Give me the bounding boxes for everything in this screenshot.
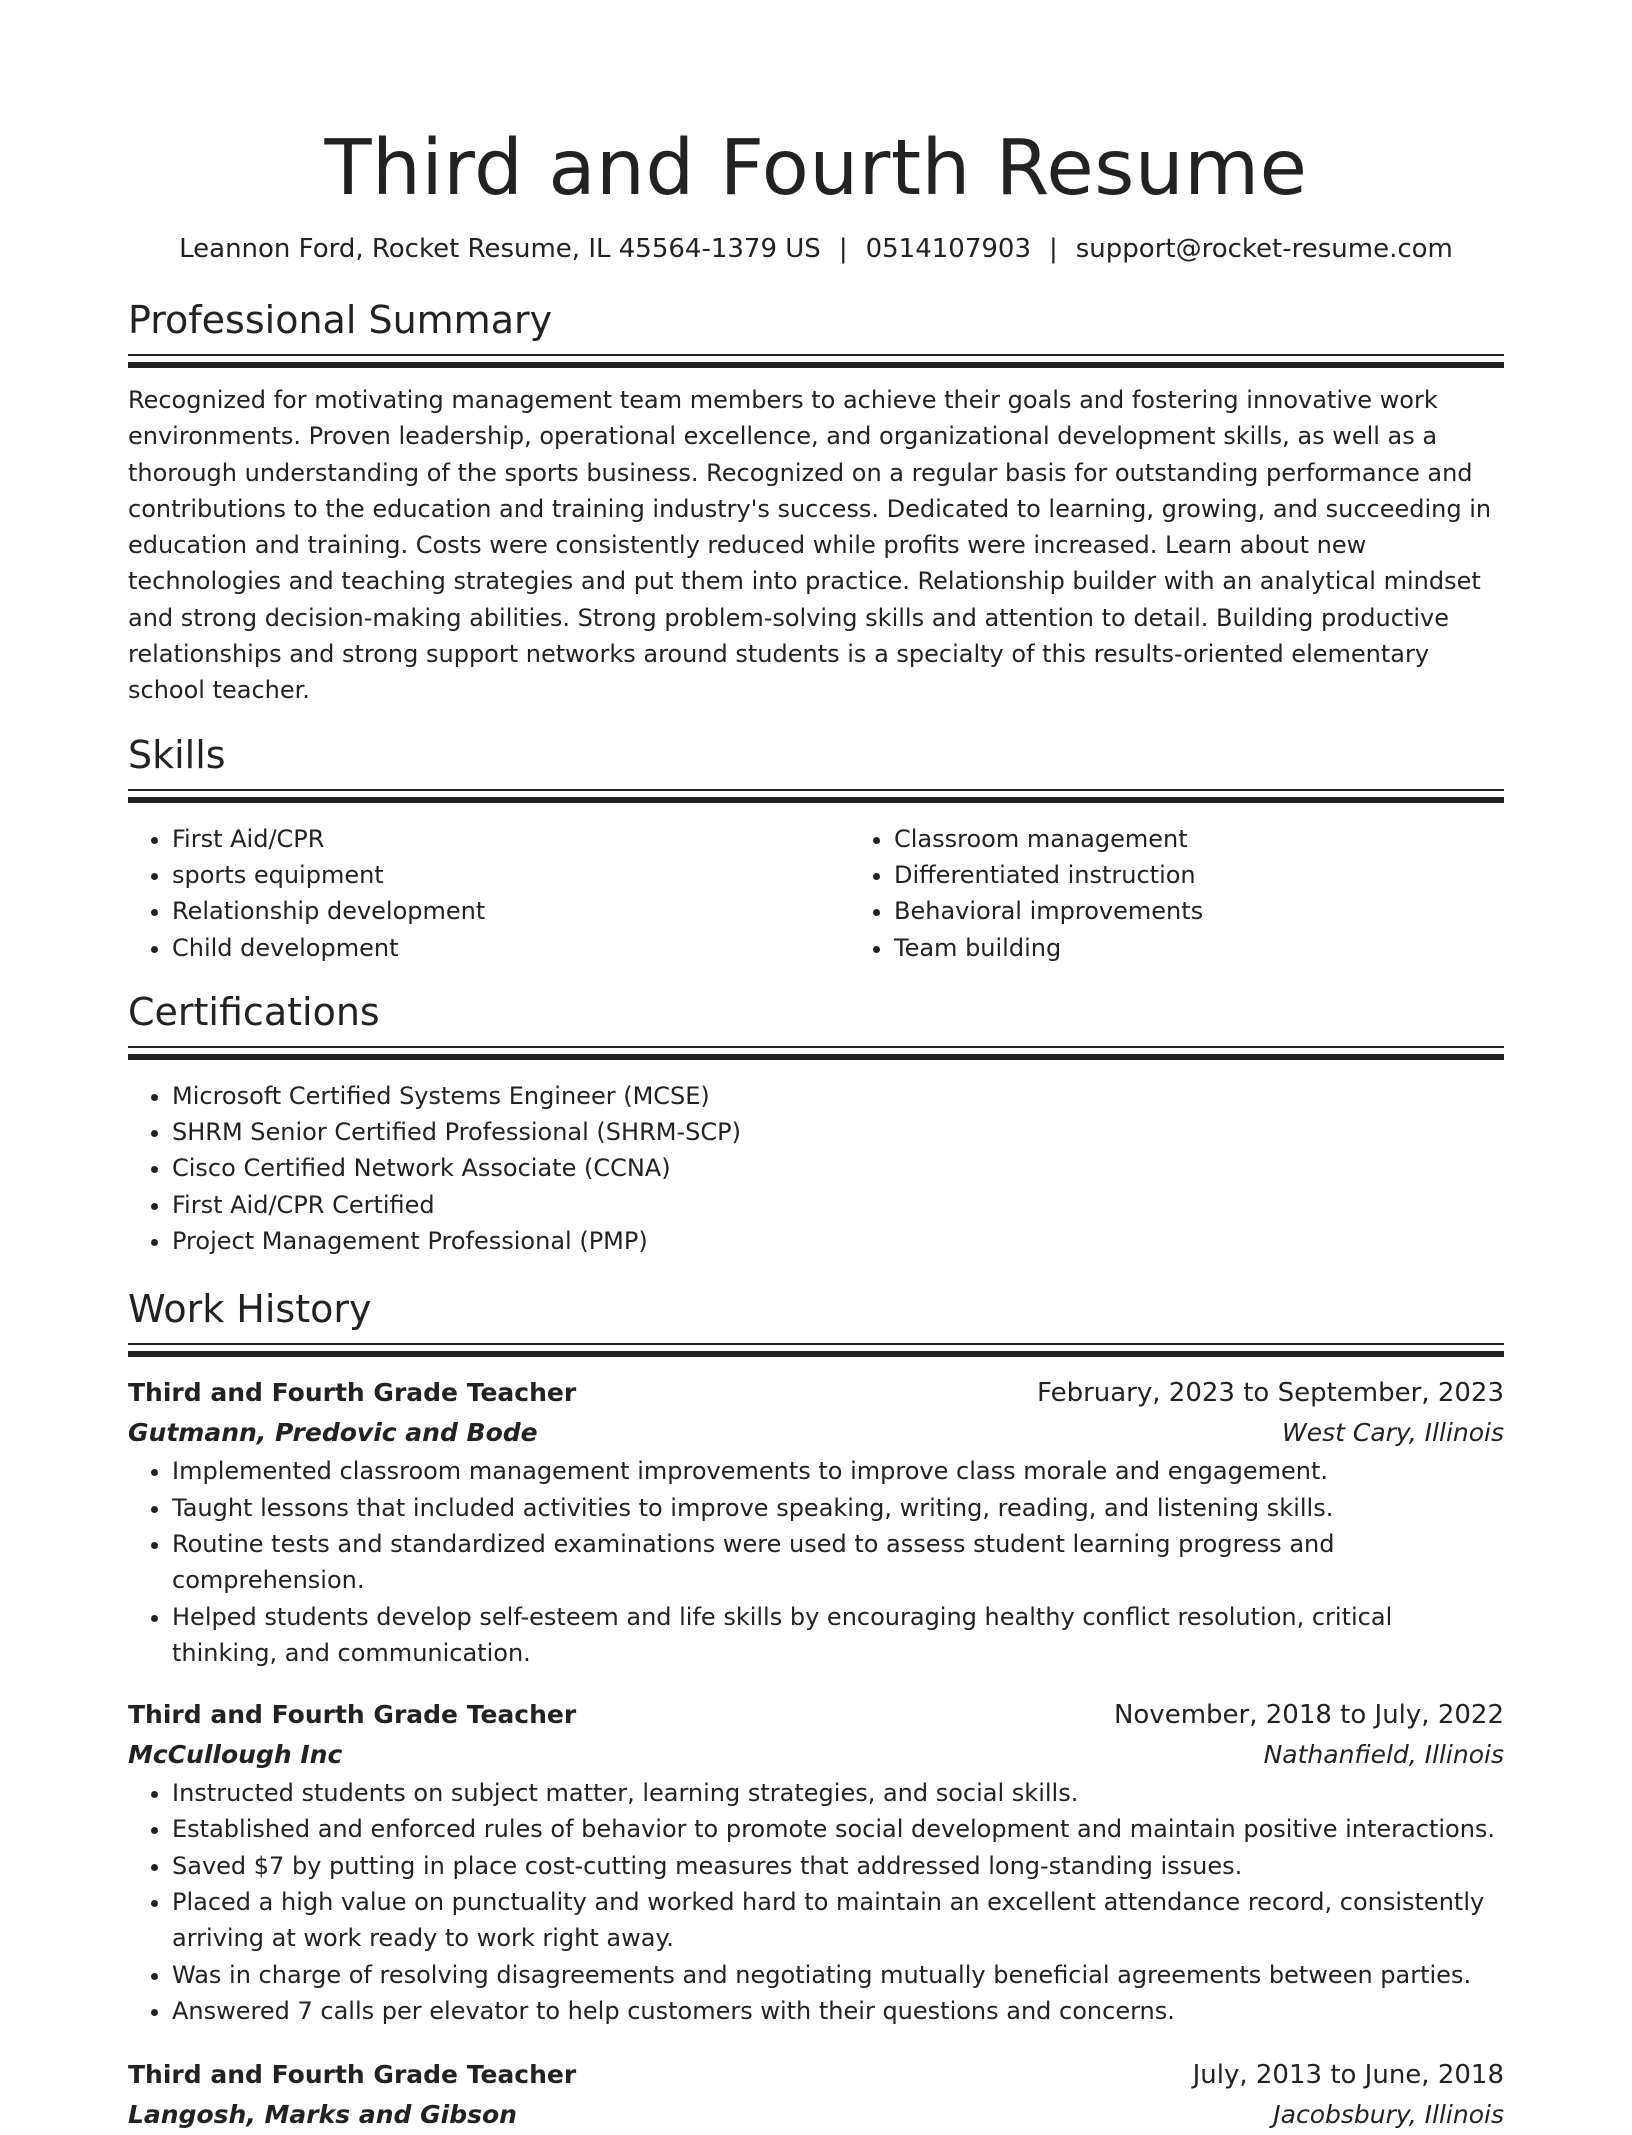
job-duty: • Placed a high value on punctuality and worked hard to maintain an excellent attendance record, consistently arriving at work ready to work right away. (172, 1884, 1504, 1957)
certifications-list (128, 1078, 1504, 1259)
job-dates: November, 2018 to July, 2022 (1113, 1700, 1504, 1731)
job-company: Langosh, Marks and Gibson (128, 2100, 517, 2130)
work-history-section (128, 1285, 1504, 2135)
resume-page (128, 0, 1504, 2135)
skill-item: • Relationship development (172, 893, 850, 929)
skills-section (128, 731, 1504, 966)
skills-list-left (128, 821, 850, 966)
job-duties-list (128, 1453, 1504, 1671)
certification-item: • First Aid/CPR Certified (172, 1187, 1504, 1223)
section-divider (128, 1046, 1504, 1060)
job-entry (128, 1695, 1504, 2029)
job-duty: • Established and enforced rules of behavior to promote social development and maintain positive interactions. (172, 1811, 1504, 1847)
contact-phone: 0514107903 (865, 234, 1031, 264)
job-duty: • Was in charge of resolving disagreements and negotiating mutually beneficial agreements between parties. (172, 1957, 1504, 1993)
job-title: Third and Fourth Grade Teacher (128, 1378, 577, 1408)
job-title: Third and Fourth Grade Teacher (128, 2060, 577, 2090)
job-company: Gutmann, Predovic and Bode (128, 1418, 538, 1448)
skill-item: • First Aid/CPR (172, 821, 850, 857)
skill-item: • Child development (172, 930, 850, 966)
job-duty: • Saved $7 by putting in place cost-cutting measures that addressed long-standing issues. (172, 1848, 1504, 1884)
job-entry (128, 1373, 1504, 1671)
job-company: McCullough Inc (128, 1740, 343, 1770)
job-subheader (128, 2095, 1504, 2135)
certification-item: • Microsoft Certified Systems Engineer (MCSE) (172, 1078, 1504, 1114)
job-dates: February, 2023 to September, 2023 (1037, 1378, 1504, 1409)
contact-address: Leannon Ford, Rocket Resume, IL 45564-1379 US (179, 234, 821, 264)
contact-separator: | (838, 234, 848, 264)
contact-line (128, 232, 1504, 266)
job-duty: • Taught lessons that included activities to improve speaking, writing, reading, and listening skills. (172, 1490, 1504, 1526)
skill-item: • Behavioral improvements (894, 893, 1572, 929)
section-divider (128, 1343, 1504, 1357)
job-location: West Cary, Illinois (1282, 1418, 1504, 1448)
job-subheader (128, 1735, 1504, 1775)
job-subheader (128, 1413, 1504, 1453)
certification-item: • Project Management Professional (PMP) (172, 1223, 1504, 1259)
certifications-section (128, 988, 1504, 1259)
summary-text: Recognized for motivating management team members to achieve their goals and fostering innovative work environments. Proven leadership, operational excellence, and organizational development skills, as well as a thorough understanding of the sports business. Recognized on a regular basis for outstanding performance and contributions to the education and training industry's success. Dedicated to learning, growing, and succeeding in education and training. Costs were consistently reduced while profits were increased. Learn about new technologies and teaching strategies and put them into practice. Relationship builder with an analytical mindset and strong decision-making abilities. Strong problem-solving skills and attention to detail. Building productive relationships and strong support networks around students is a specialty of this results-oriented elementary school teacher. (128, 386, 1492, 705)
skills-heading: Skills (128, 732, 226, 777)
job-header (128, 1373, 1504, 1413)
job-header (128, 1695, 1504, 1735)
job-entry (128, 2055, 1504, 2135)
summary-section (128, 296, 1504, 709)
job-duty: • Helped students develop self-esteem and life skills by encouraging healthy conflict resolution, critical thinking, and communication. (172, 1599, 1504, 1672)
certification-item: • SHRM Senior Certified Professional (SHRM-SCP) (172, 1114, 1504, 1150)
job-location: Nathanfield, Illinois (1263, 1740, 1504, 1770)
skill-item: • Differentiated instruction (894, 857, 1572, 893)
skill-item: • Classroom management (894, 821, 1572, 857)
resume-name: Third and Fourth Resume (324, 124, 1308, 213)
job-duties-list (128, 1775, 1504, 2029)
certifications-heading: Certifications (128, 989, 380, 1034)
job-title: Third and Fourth Grade Teacher (128, 1700, 577, 1730)
summary-heading: Professional Summary (128, 298, 553, 342)
job-duty: • Routine tests and standardized examinations were used to assess student learning progress and comprehension. (172, 1526, 1504, 1599)
job-location: Jacobsbury, Illinois (1273, 2100, 1504, 2130)
job-dates: July, 2013 to June, 2018 (1192, 2060, 1504, 2091)
contact-email: support@rocket-resume.com (1075, 234, 1453, 264)
job-duty: • Implemented classroom management improvements to improve class morale and engagement. (172, 1453, 1504, 1489)
skills-grid (128, 821, 1504, 966)
work-history-heading: Work History (128, 1287, 372, 1332)
skill-item: • Team building (894, 930, 1572, 966)
job-duty: • Instructed students on subject matter, learning strategies, and social skills. (172, 1775, 1504, 1811)
skills-list-right (850, 821, 1572, 966)
skill-item: • sports equipment (172, 857, 850, 893)
job-duty: • Answered 7 calls per elevator to help customers with their questions and concerns. (172, 1993, 1504, 2029)
job-header (128, 2055, 1504, 2095)
section-divider (128, 789, 1504, 803)
contact-separator: | (1049, 234, 1058, 264)
certification-item: • Cisco Certified Network Associate (CCNA) (172, 1150, 1504, 1186)
section-divider (128, 354, 1504, 368)
